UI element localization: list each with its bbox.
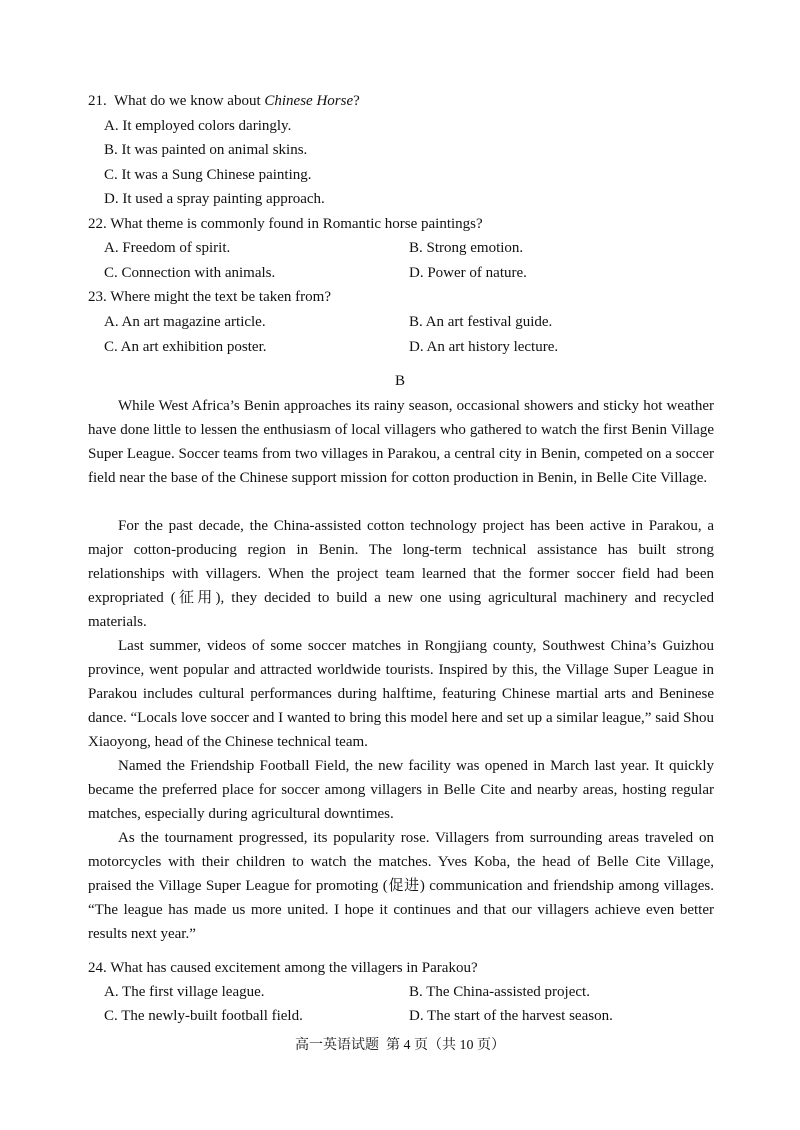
question-21-option-d: D. It used a spray painting approach. bbox=[104, 191, 325, 207]
passage-paragraph: While West Africa’s Benin approaches its rainy season, occasional showers and sticky hot weather have done little to lessen the enthusiasm of local villagers who gathered to watch the first Benin Village Super League. Soccer teams from two villages in Parakou, a central city in Benin, competed on a soccer field near the base of the Chinese support mission for cotton production in Benin, in Belle Cite Village. bbox=[88, 398, 714, 486]
question-24-option-a: A. The first village league. bbox=[104, 984, 265, 1000]
question-21-option-a: A. It employed colors daringly. bbox=[104, 118, 292, 134]
passage-paragraph: Named the Friendship Football Field, the new facility was opened in March last year. It quickly became the preferred place for soccer among villagers in Belle Cite and nearby areas, hosting regular matches, especially during agricultural downtimes. bbox=[88, 758, 714, 822]
question-22-option-b: B. Strong emotion. bbox=[409, 240, 524, 256]
question-21-stem-post: ? bbox=[353, 93, 360, 109]
question-22-option-c: C. Connection with animals. bbox=[104, 265, 276, 281]
question-24-option-d: D. The start of the harvest season. bbox=[409, 1008, 613, 1024]
question-22-option-a: A. Freedom of spirit. bbox=[104, 240, 231, 256]
question-24-option-c: C. The newly-built football field. bbox=[104, 1008, 303, 1024]
question-21-stem-title: Chinese Horse bbox=[264, 93, 354, 109]
question-21-stem-pre: 21. What do we know about bbox=[88, 93, 265, 109]
question-22-stem: 22. What theme is commonly found in Romantic horse paintings? bbox=[88, 216, 483, 232]
question-23-option-a: A. An art magazine article. bbox=[104, 314, 266, 330]
question-22-option-d: D. Power of nature. bbox=[409, 265, 527, 281]
page-footer: 高一英语试题 第 4 页（共 10 页） bbox=[295, 1038, 505, 1053]
question-24-option-b: B. The China-assisted project. bbox=[409, 984, 590, 1000]
question-23-option-b: B. An art festival guide. bbox=[409, 314, 553, 330]
question-24-stem: 24. What has caused excitement among the villagers in Parakou? bbox=[88, 960, 478, 976]
question-23-stem: 23. Where might the text be taken from? bbox=[88, 289, 331, 305]
question-21-option-b: B. It was painted on animal skins. bbox=[104, 142, 308, 158]
question-23-option-c: C. An art exhibition poster. bbox=[104, 339, 267, 355]
passage-paragraph: As the tournament progressed, its popularity rose. Villagers from surrounding areas traveled on motorcycles with their children to watch the matches. Yves Koba, the head of Belle Cite Village, praised the Village Super League for promoting (促进) communication and friendship among villages. “The league has made us more united. I hope it continues and that our villagers achieve even better results next year.” bbox=[88, 830, 714, 942]
question-23-option-d: D. An art history lecture. bbox=[409, 339, 559, 355]
question-21-option-c: C. It was a Sung Chinese painting. bbox=[104, 167, 312, 183]
passage-paragraph: For the past decade, the China-assisted cotton technology project has been active in Parakou, a major cotton-producing region in Benin. The long-term technical assistance has built strong relationships with villagers. When the project team learned that the former soccer field had been expropriated (征用), they decided to build a new one using agricultural machinery and recycled materials. bbox=[88, 518, 714, 630]
question-21-stem bbox=[88, 91, 360, 111]
passage-b-title: B bbox=[394, 373, 405, 389]
passage-paragraph: Last summer, videos of some soccer matches in Rongjiang county, Southwest China’s Guizhou province, went popular and attracted worldwide tourists. Inspired by this, the Village Super League in Parakou includes cultural performances during halftime, featuring Chinese martial arts and Beninese dance. “Locals love soccer and I wanted to bring this model here and set up a similar league,” said Shou Xiaoyong, head of the Chinese technical team. bbox=[88, 638, 714, 750]
